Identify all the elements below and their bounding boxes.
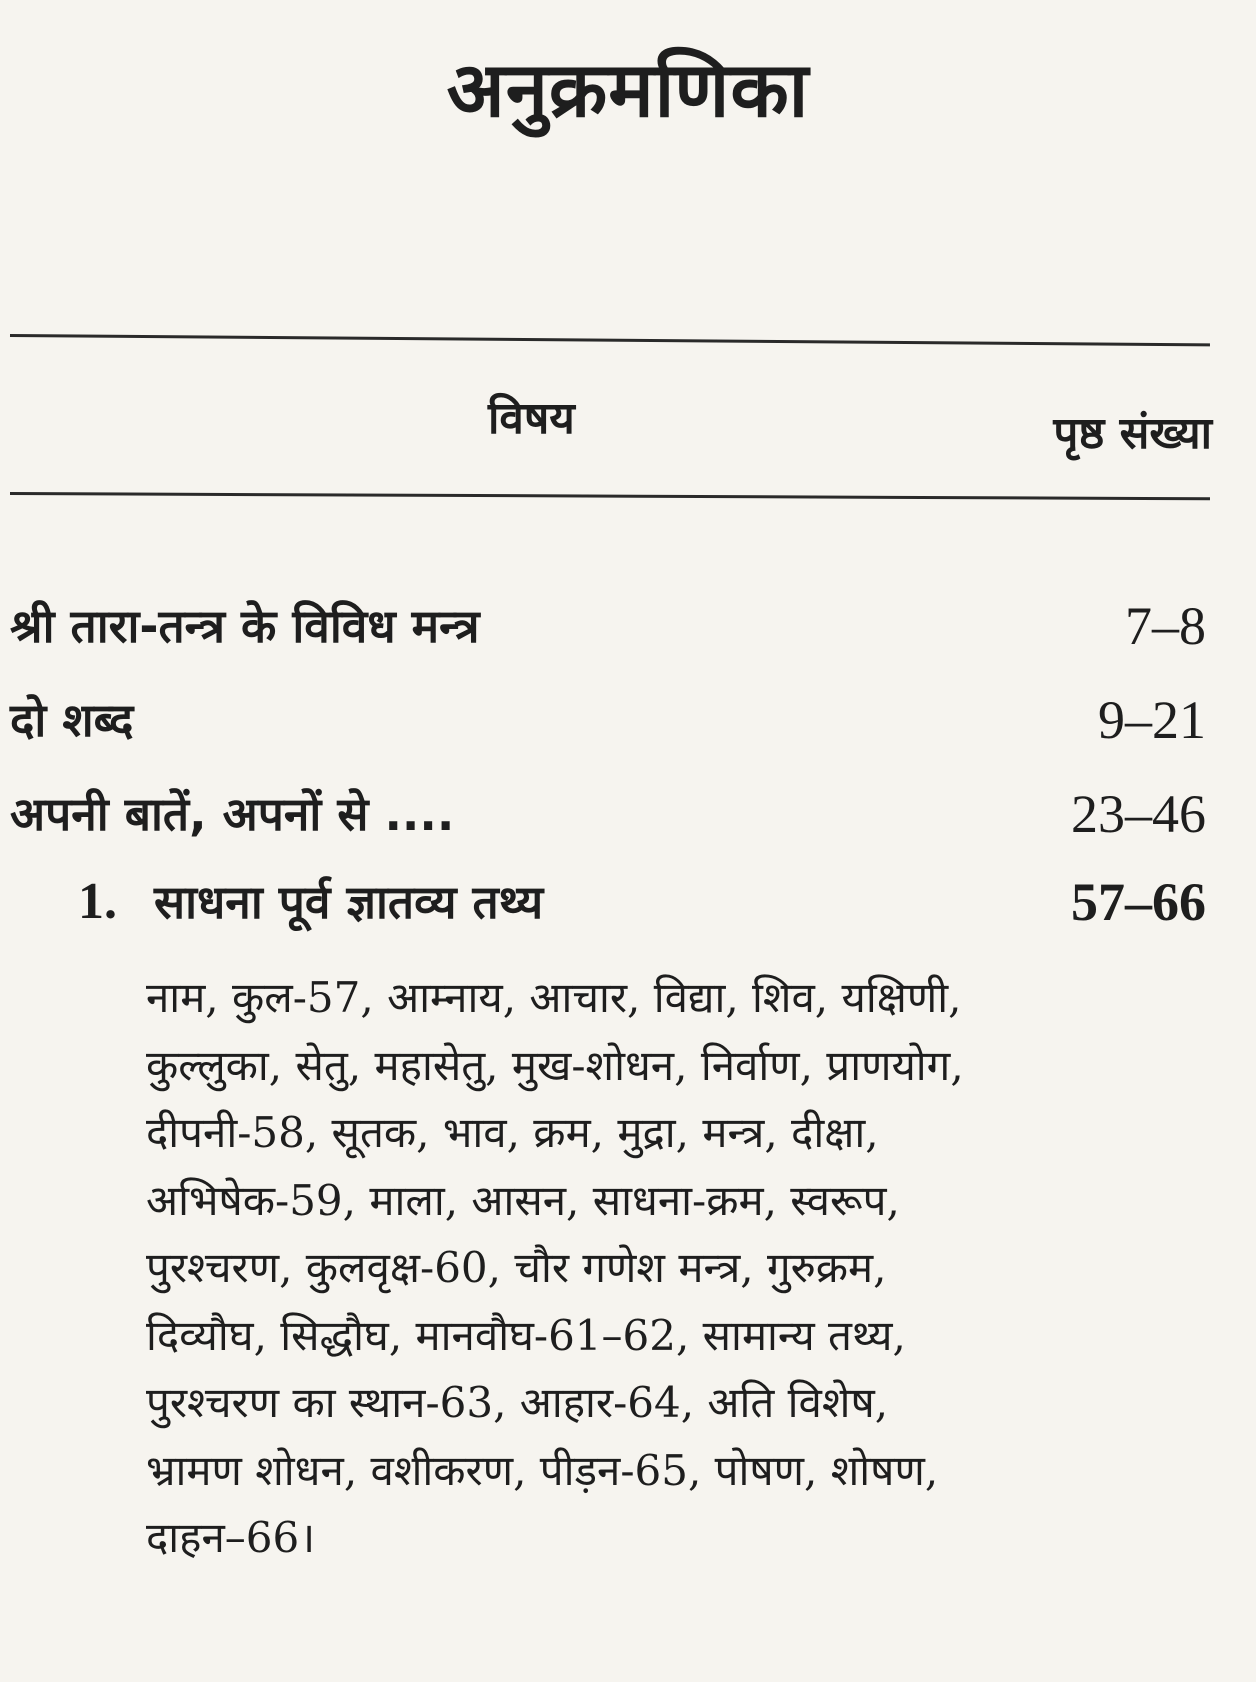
toc-entry-pages: 7–8 <box>1125 596 1206 656</box>
chapter-title: साधना पूर्व ज्ञातव्य तथ्य <box>154 875 544 929</box>
chapter-topic-line: दीपनी-58, सूतक, भाव, क्रम, मुद्रा, मन्त्र, दीक्षा, <box>146 1108 879 1157</box>
chapter-topic-line: कुल्लुका, सेतु, महासेतु, मुख-शोधन, निर्वाण, प्राणयोग, <box>146 1040 964 1090</box>
toc-chapter-entry[interactable] <box>10 872 1206 932</box>
toc-entry-title: अपनी बातें, अपनों से .... <box>10 787 455 841</box>
chapter-number: 1. <box>78 873 117 930</box>
chapter-topic-line: पुरश्चरण का स्थान-63, आहार-64, अति विशेष, <box>146 1378 889 1427</box>
page-title: अनुक्रमणिका <box>446 45 810 134</box>
chapter-topic-line: पुरश्चरण, कुलवृक्ष-60, चौर गणेश मन्त्र, गुरुक्रम, <box>146 1243 887 1292</box>
toc-entry-title: श्री तारा-तन्त्र के विविध मन्त्र <box>10 599 480 653</box>
chapter-topic-line: दिव्यौघ, सिद्धौघ, मानवौघ-61–62, सामान्य तथ्य, <box>146 1310 906 1360</box>
chapter-topic-line: दाहन–66। <box>146 1513 316 1562</box>
header-rule-top <box>10 334 1210 346</box>
header-rule-bottom <box>10 492 1210 500</box>
column-header-page-count: पृष्ठ संख्या <box>1053 408 1212 459</box>
toc-entry-pages: 9–21 <box>1098 690 1206 750</box>
toc-entry[interactable] <box>10 690 1206 750</box>
chapter-pages: 57–66 <box>1071 872 1206 932</box>
toc-entry[interactable] <box>10 596 1206 656</box>
toc-entry-title: दो शब्द <box>10 693 134 747</box>
chapter-topic-line: अभिषेक-59, माला, आसन, साधना-क्रम, स्वरूप, <box>146 1175 900 1225</box>
chapter-topic-line: नाम, कुल-57, आम्नाय, आचार, विद्या, शिव, यक्षिणी, <box>146 973 962 1022</box>
toc-entry[interactable] <box>10 784 1206 844</box>
toc-entry-pages: 23–46 <box>1071 784 1206 844</box>
chapter-topic-line: भ्रामण शोधन, वशीकरण, पीड़न-65, पोषण, शोषण, <box>146 1445 939 1495</box>
chapter-topic-list <box>146 964 1226 1572</box>
column-header-subject: विषय <box>488 393 575 444</box>
